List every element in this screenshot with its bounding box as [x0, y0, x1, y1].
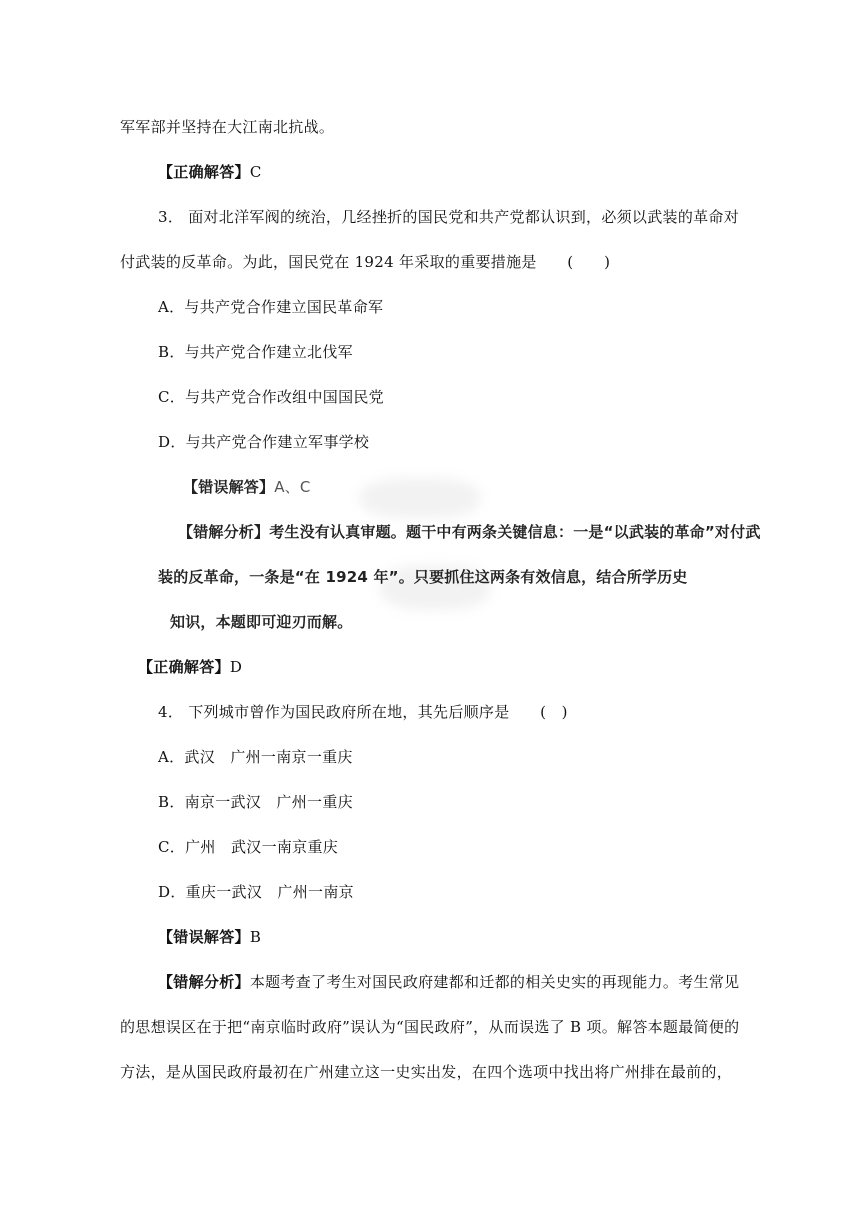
error-analysis-line — [158, 972, 739, 992]
correct-answer-value: C — [249, 163, 262, 181]
question-4-option-d: D．重庆一武汉 广州一南京 — [158, 883, 354, 901]
error-analysis-cont: 的思想误区在于把“南京临时政府”误认为“国民政府”，从而误选了 B 项。解答本题最简便的 — [120, 1018, 740, 1036]
error-analysis-cont: 方法，是从国民政府最初在广州建立这一史实出发，在四个选项中找出将广州排在最前的， — [120, 1063, 733, 1081]
error-analysis-label: 【错解分析】 — [178, 523, 270, 541]
question-3-option-b: B．与共产党合作建立北伐军 — [158, 343, 353, 361]
question-3-option-a: A．与共产党合作建立国民革命军 — [158, 298, 384, 316]
wrong-answer-label: 【错误解答】 — [183, 478, 275, 496]
question-3-option-d: D．与共产党合作建立军事学校 — [158, 433, 370, 451]
answer-line — [158, 927, 261, 947]
error-analysis-label: 【错解分析】 — [158, 973, 250, 991]
question-3-stem: 3． 面对北洋军阀的统治，几经挫折的国民党和共产党都认识到，必须以武装的革命对 — [158, 208, 740, 226]
error-analysis-text: 本题考查了考生对国民政府建都和迁都的相关史实的再现能力。考生常见 — [249, 973, 740, 991]
correct-answer-label: 【正确解答】 — [158, 163, 250, 181]
scan-smudge — [360, 478, 480, 518]
question-3-stem-cont: 付武装的反革命。为此，国民党在 1924 年采取的重要措施是 ( ) — [120, 253, 611, 271]
wrong-answer-value: A、C — [274, 478, 311, 496]
question-4-option-c: C．广州 武汉一南京重庆 — [158, 838, 339, 856]
question-4-option-b: B．南京一武汉 广州一重庆 — [158, 793, 353, 811]
correct-answer-value: D — [229, 658, 243, 676]
error-analysis-text: 考生没有认真审题。题干中有两条关键信息：一是“以武装的革命”对付武 — [269, 523, 761, 541]
question-4-option-a: A．武汉 广州一南京一重庆 — [158, 748, 353, 766]
text-line: 军军部并坚持在大江南北抗战。 — [120, 118, 335, 136]
error-analysis-cont: 知识，本题即可迎刃而解。 — [170, 613, 353, 631]
question-4-stem: 4． 下列城市曾作为国民政府所在地，其先后顺序是 ( ) — [158, 703, 568, 721]
answer-line — [138, 657, 242, 677]
correct-answer-label: 【正确解答】 — [138, 658, 230, 676]
answer-line — [158, 162, 262, 182]
wrong-answer-label: 【错误解答】 — [158, 928, 250, 946]
wrong-answer-line — [183, 477, 311, 497]
wrong-answer-value: B — [249, 928, 262, 946]
question-3-option-c: C．与共产党合作改组中国国民党 — [158, 388, 384, 406]
error-analysis-line — [178, 522, 761, 542]
error-analysis-cont: 装的反革命，一条是“在 1924 年”。只要抓住这两条有效信息，结合所学历史 — [158, 568, 688, 586]
